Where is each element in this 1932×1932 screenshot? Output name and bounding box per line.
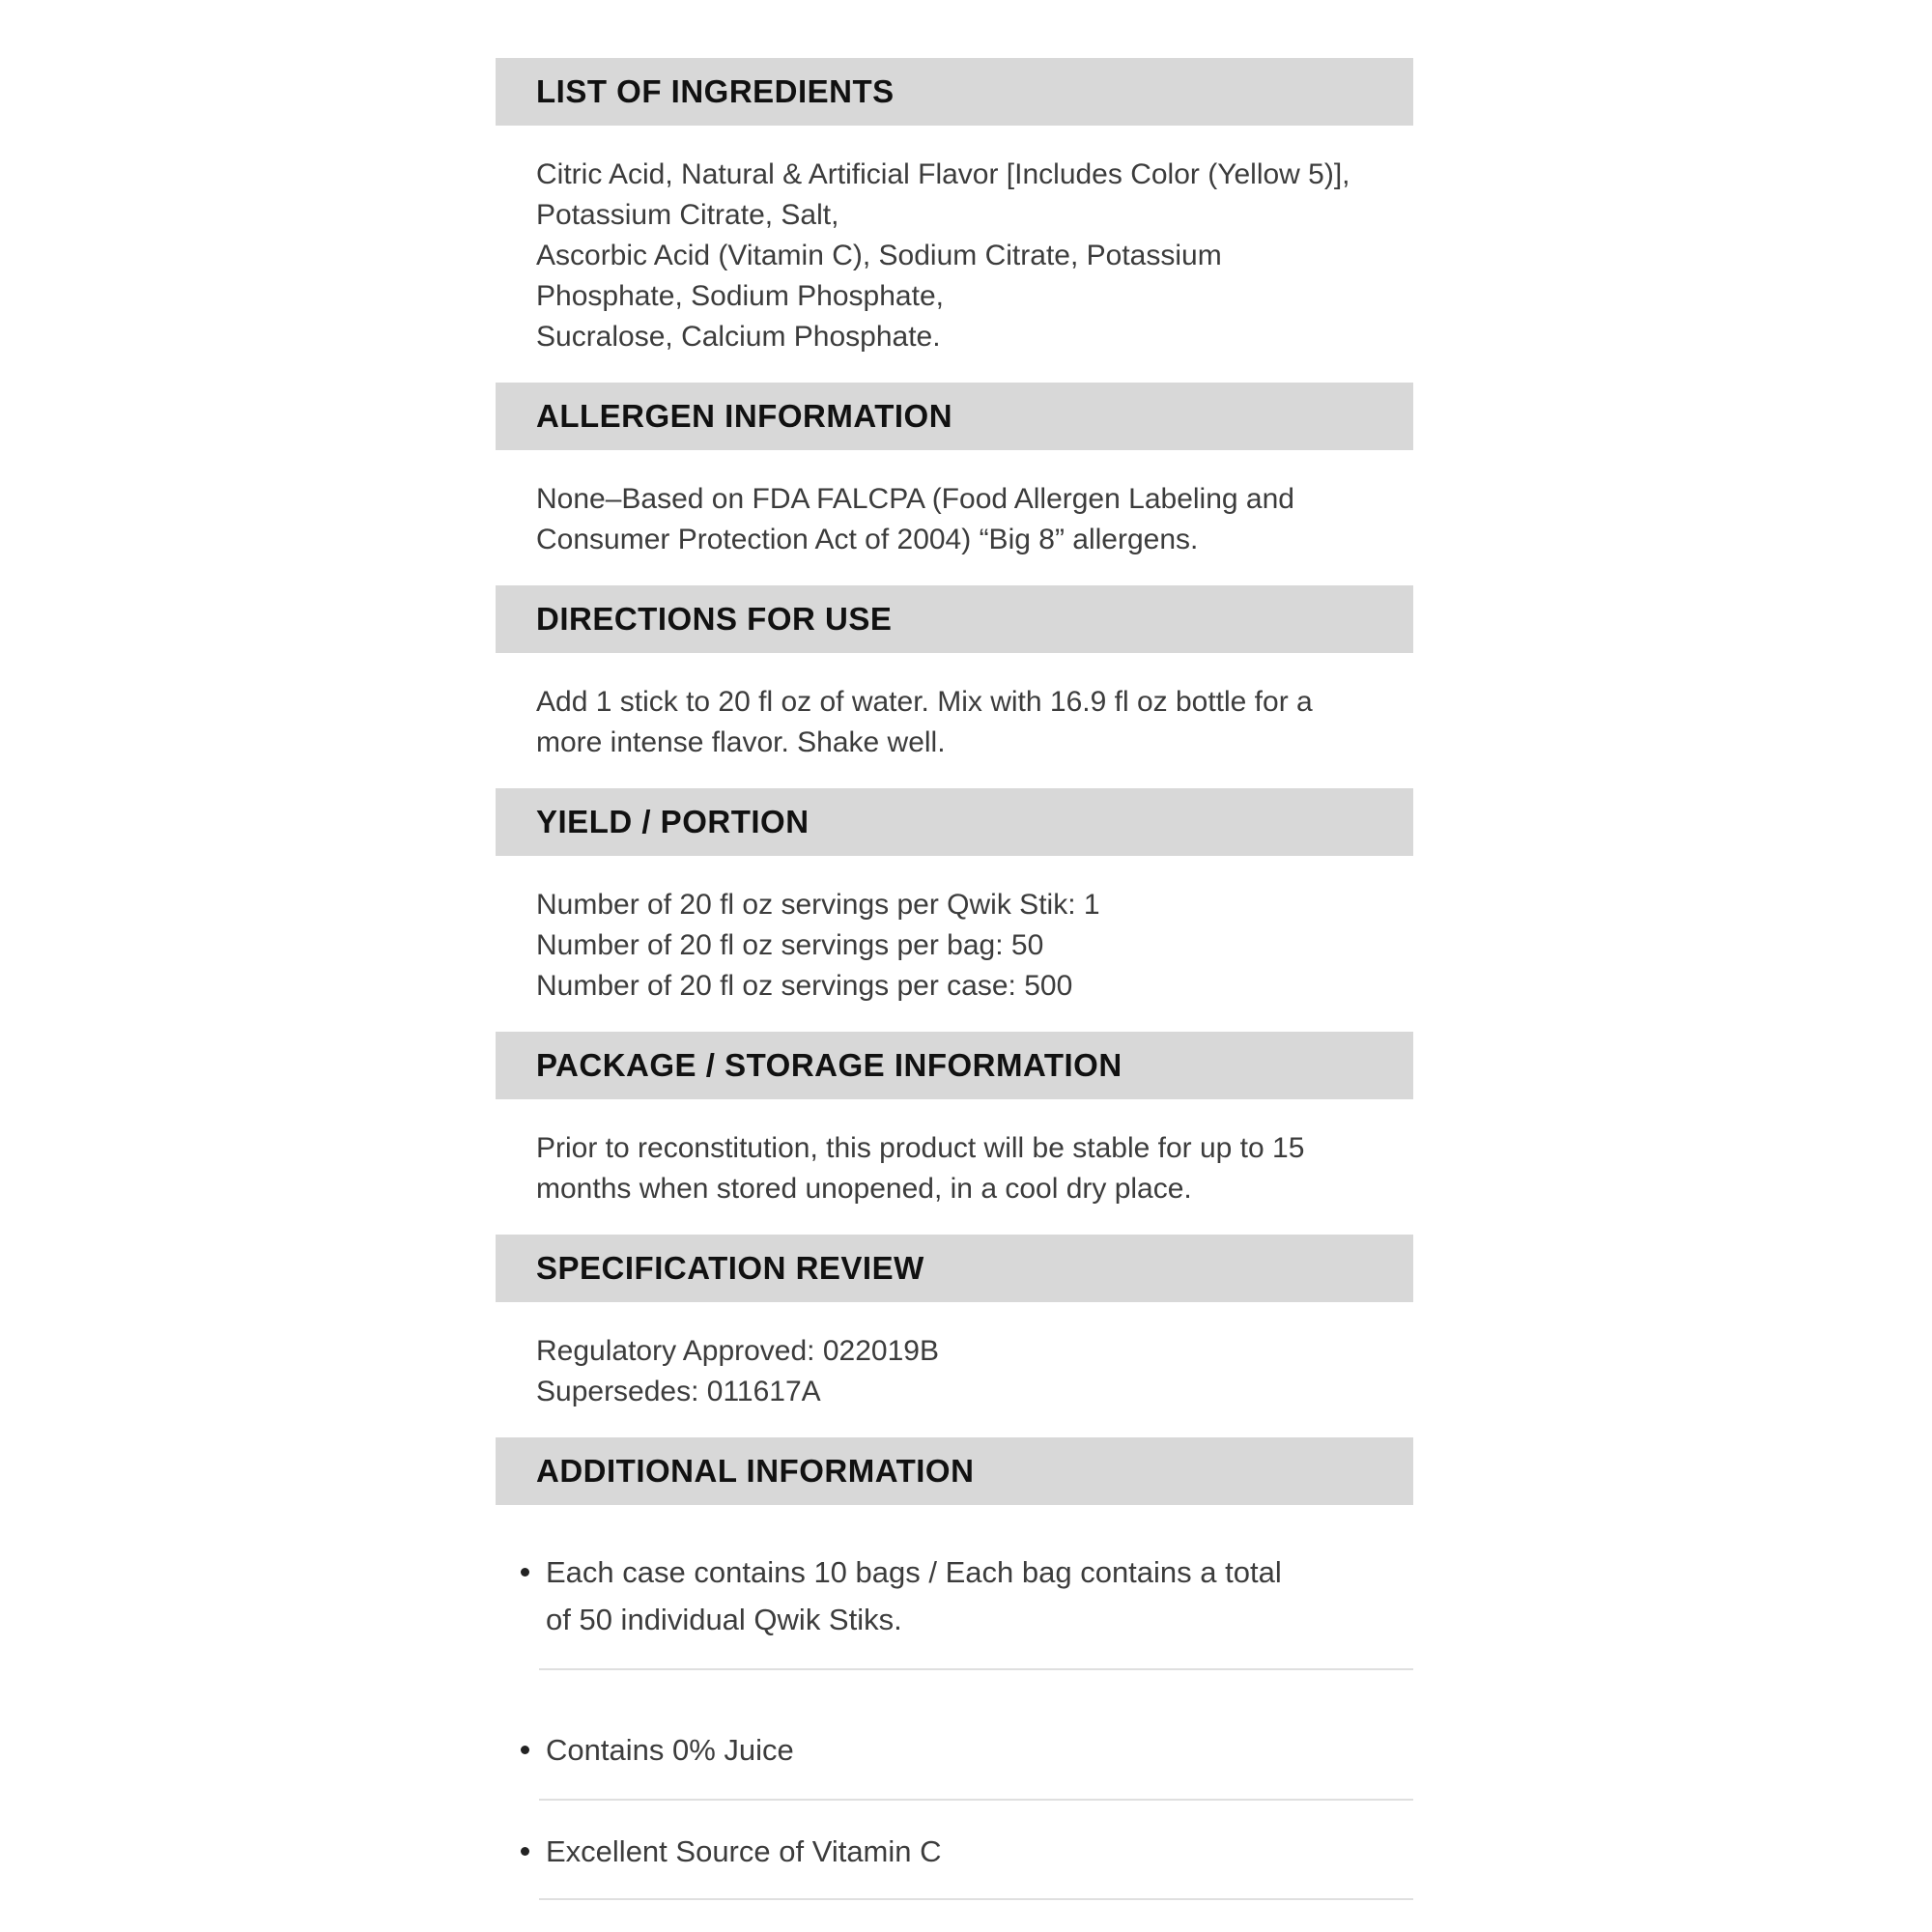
section-body	[496, 126, 1413, 383]
allergen-line: Consumer Protection Act of 2004) “Big 8” allergens.	[536, 524, 1199, 555]
list-item	[521, 1726, 1413, 1774]
section-header-bar	[496, 383, 1413, 450]
section-package-storage-information	[496, 1032, 1413, 1235]
section-allergen-information	[496, 383, 1413, 585]
ingredients-line: Citric Acid, Natural & Artificial Flavor [Includes Color (Yellow 5)],	[536, 158, 1350, 190]
divider	[539, 1898, 1413, 1900]
bullet-icon	[521, 1847, 529, 1856]
section-body	[496, 1302, 1413, 1437]
storage-line: Prior to reconstitution, this product will be stable for up to 15	[536, 1132, 1305, 1164]
section-title: DIRECTIONS FOR USE	[536, 601, 893, 637]
text-line: Each case contains 10 bags / Each bag contains a total	[546, 1555, 1282, 1589]
text-line: of 50 individual Qwik Stiks.	[546, 1603, 902, 1636]
section-header-bar	[496, 58, 1413, 126]
spec-review-line: Regulatory Approved: 022019B	[536, 1335, 939, 1367]
section-body	[496, 856, 1413, 1032]
allergen-line: None–Based on FDA FALCPA (Food Allergen Labeling and	[536, 483, 1294, 515]
list-item-text	[546, 1548, 1282, 1643]
section-yield-portion	[496, 788, 1413, 1032]
list-item	[521, 1548, 1413, 1643]
section-title: ALLERGEN INFORMATION	[536, 398, 953, 434]
section-title: LIST OF INGREDIENTS	[536, 73, 895, 109]
spec-review-line: Supersedes: 011617A	[536, 1376, 821, 1407]
section-title: PACKAGE / STORAGE INFORMATION	[536, 1047, 1122, 1083]
ingredients-line: Sucralose, Calcium Phosphate.	[536, 321, 941, 353]
section-title: ADDITIONAL INFORMATION	[536, 1453, 975, 1489]
yield-line: Number of 20 fl oz servings per case: 500	[536, 970, 1073, 1002]
section-title: SPECIFICATION REVIEW	[536, 1250, 924, 1286]
section-body	[496, 653, 1413, 788]
section-header-bar	[496, 788, 1413, 856]
text-line: Excellent Source of Vitamin C	[546, 1834, 942, 1868]
section-header-bar	[496, 1235, 1413, 1302]
text-line: Contains 0% Juice	[546, 1733, 794, 1767]
section-body	[496, 450, 1413, 585]
section-body	[496, 1099, 1413, 1235]
list-item-text	[546, 1726, 794, 1774]
storage-line: months when stored unopened, in a cool dry place.	[536, 1173, 1192, 1205]
directions-line: Add 1 stick to 20 fl oz of water. Mix with 16.9 fl oz bottle for a	[536, 686, 1313, 718]
divider	[539, 1668, 1413, 1670]
ingredients-line: Potassium Citrate, Salt,	[536, 199, 839, 231]
section-specification-review	[496, 1235, 1413, 1437]
section-title: YIELD / PORTION	[536, 804, 810, 839]
yield-line: Number of 20 fl oz servings per bag: 50	[536, 929, 1044, 961]
divider	[539, 1799, 1413, 1801]
section-list-of-ingredients	[496, 58, 1413, 383]
list-item	[521, 1828, 1413, 1875]
ingredients-line: Ascorbic Acid (Vitamin C), Sodium Citrate, Potassium	[536, 240, 1222, 271]
section-header-bar	[496, 1032, 1413, 1099]
list-item-text	[546, 1828, 942, 1875]
section-additional-information	[496, 1437, 1413, 1900]
section-header-bar	[496, 1437, 1413, 1505]
product-spec-sheet	[496, 58, 1413, 1900]
directions-line: more intense flavor. Shake well.	[536, 726, 946, 758]
ingredients-line: Phosphate, Sodium Phosphate,	[536, 280, 944, 312]
section-directions-for-use	[496, 585, 1413, 788]
yield-line: Number of 20 fl oz servings per Qwik Stik: 1	[536, 889, 1100, 921]
bullet-icon	[521, 1568, 529, 1577]
section-header-bar	[496, 585, 1413, 653]
bullet-icon	[521, 1746, 529, 1754]
additional-info-list	[496, 1548, 1413, 1900]
